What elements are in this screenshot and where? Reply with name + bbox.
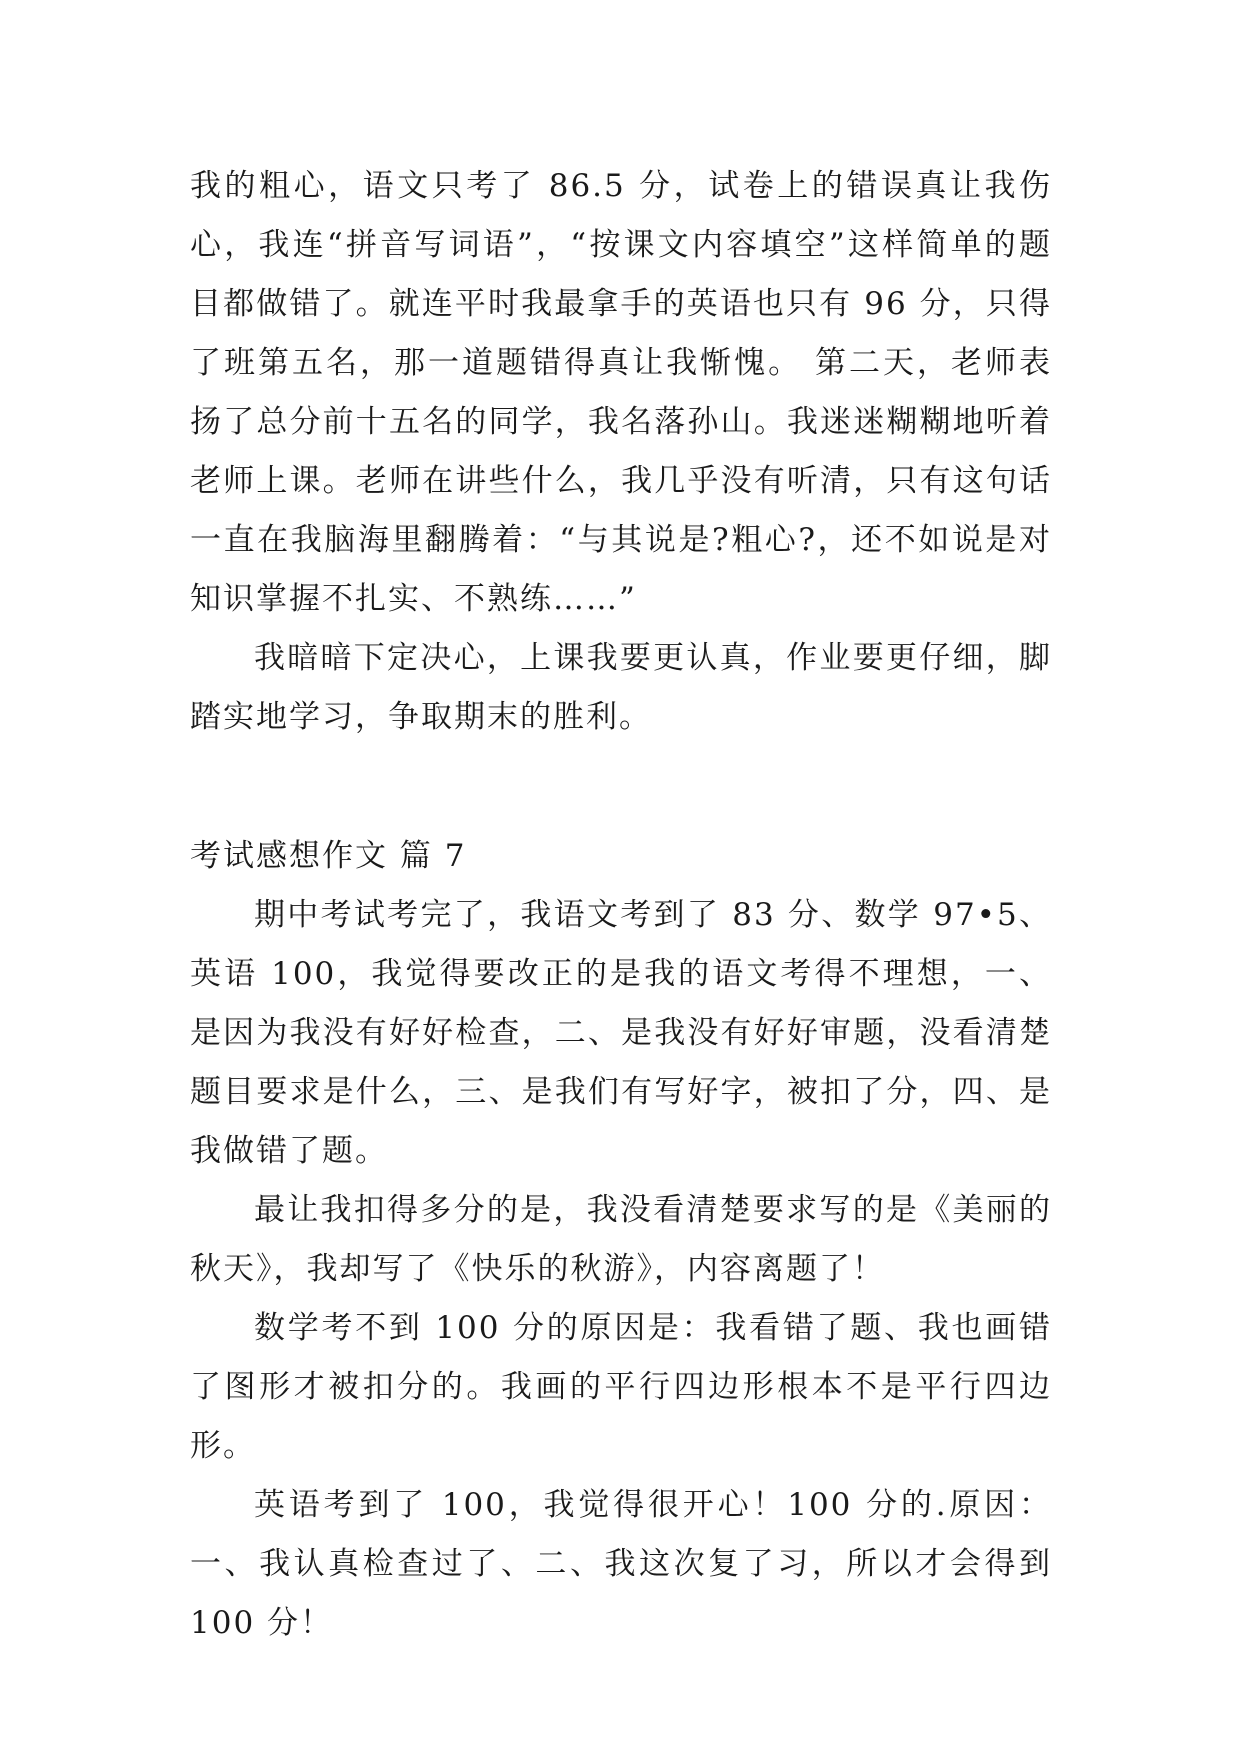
- paragraph: 数学考不到 100 分的原因是：我看错了题、我也画错了图形才被扣分的。我画的平行四边形根本不是平行四边形。: [190, 1310, 1052, 1464]
- paragraph: 英语考到了 100，我觉得很开心！100 分的.原因：一、我认真检查过了、二、我这次复了习，所以才会得到 100 分！: [190, 1487, 1052, 1641]
- essay-continuation: [190, 157, 1052, 747]
- paragraph: 期中考试考完了，我语文考到了 83 分、数学 97•5、英语 100，我觉得要改正的是我的语文考得不理想，一、是因为我没有好好检查，二、是我没有好好审题，没看清楚题目要求是什么，三、是我们有写好字，被扣了分，四、是我做错了题。: [190, 897, 1052, 1169]
- section-heading: 考试感想作文 篇 7: [190, 838, 467, 874]
- essay-section-7: [190, 827, 1052, 1653]
- paragraph: 我暗暗下定决心，上课我要更认真，作业要更仔细，脚踏实地学习，争取期末的胜利。: [190, 640, 1052, 735]
- paragraph: 最让我扣得多分的是，我没看清楚要求写的是《美丽的秋天》，我却写了《快乐的秋游》，内容离题了！: [190, 1192, 1052, 1287]
- paragraph: 我的粗心，语文只考了 86.5 分，试卷上的错误真让我伤心，我连“拼音写词语”，“按课文内容填空”这样简单的题目都做错了。就连平时我最拿手的英语也只有 96 分，只得了班第五名，那一道题错得真让我惭愧。 第二天，老师表扬了总分前十五名的同学，我名落孙山。我迷迷糊糊地听着老师上课。老师在讲些什么，我几乎没有听清，只有这句话一直在我脑海里翻腾着：“与其说是?粗心?，还不如说是对知识掌握不扎实、不熟练……”: [190, 168, 1052, 617]
